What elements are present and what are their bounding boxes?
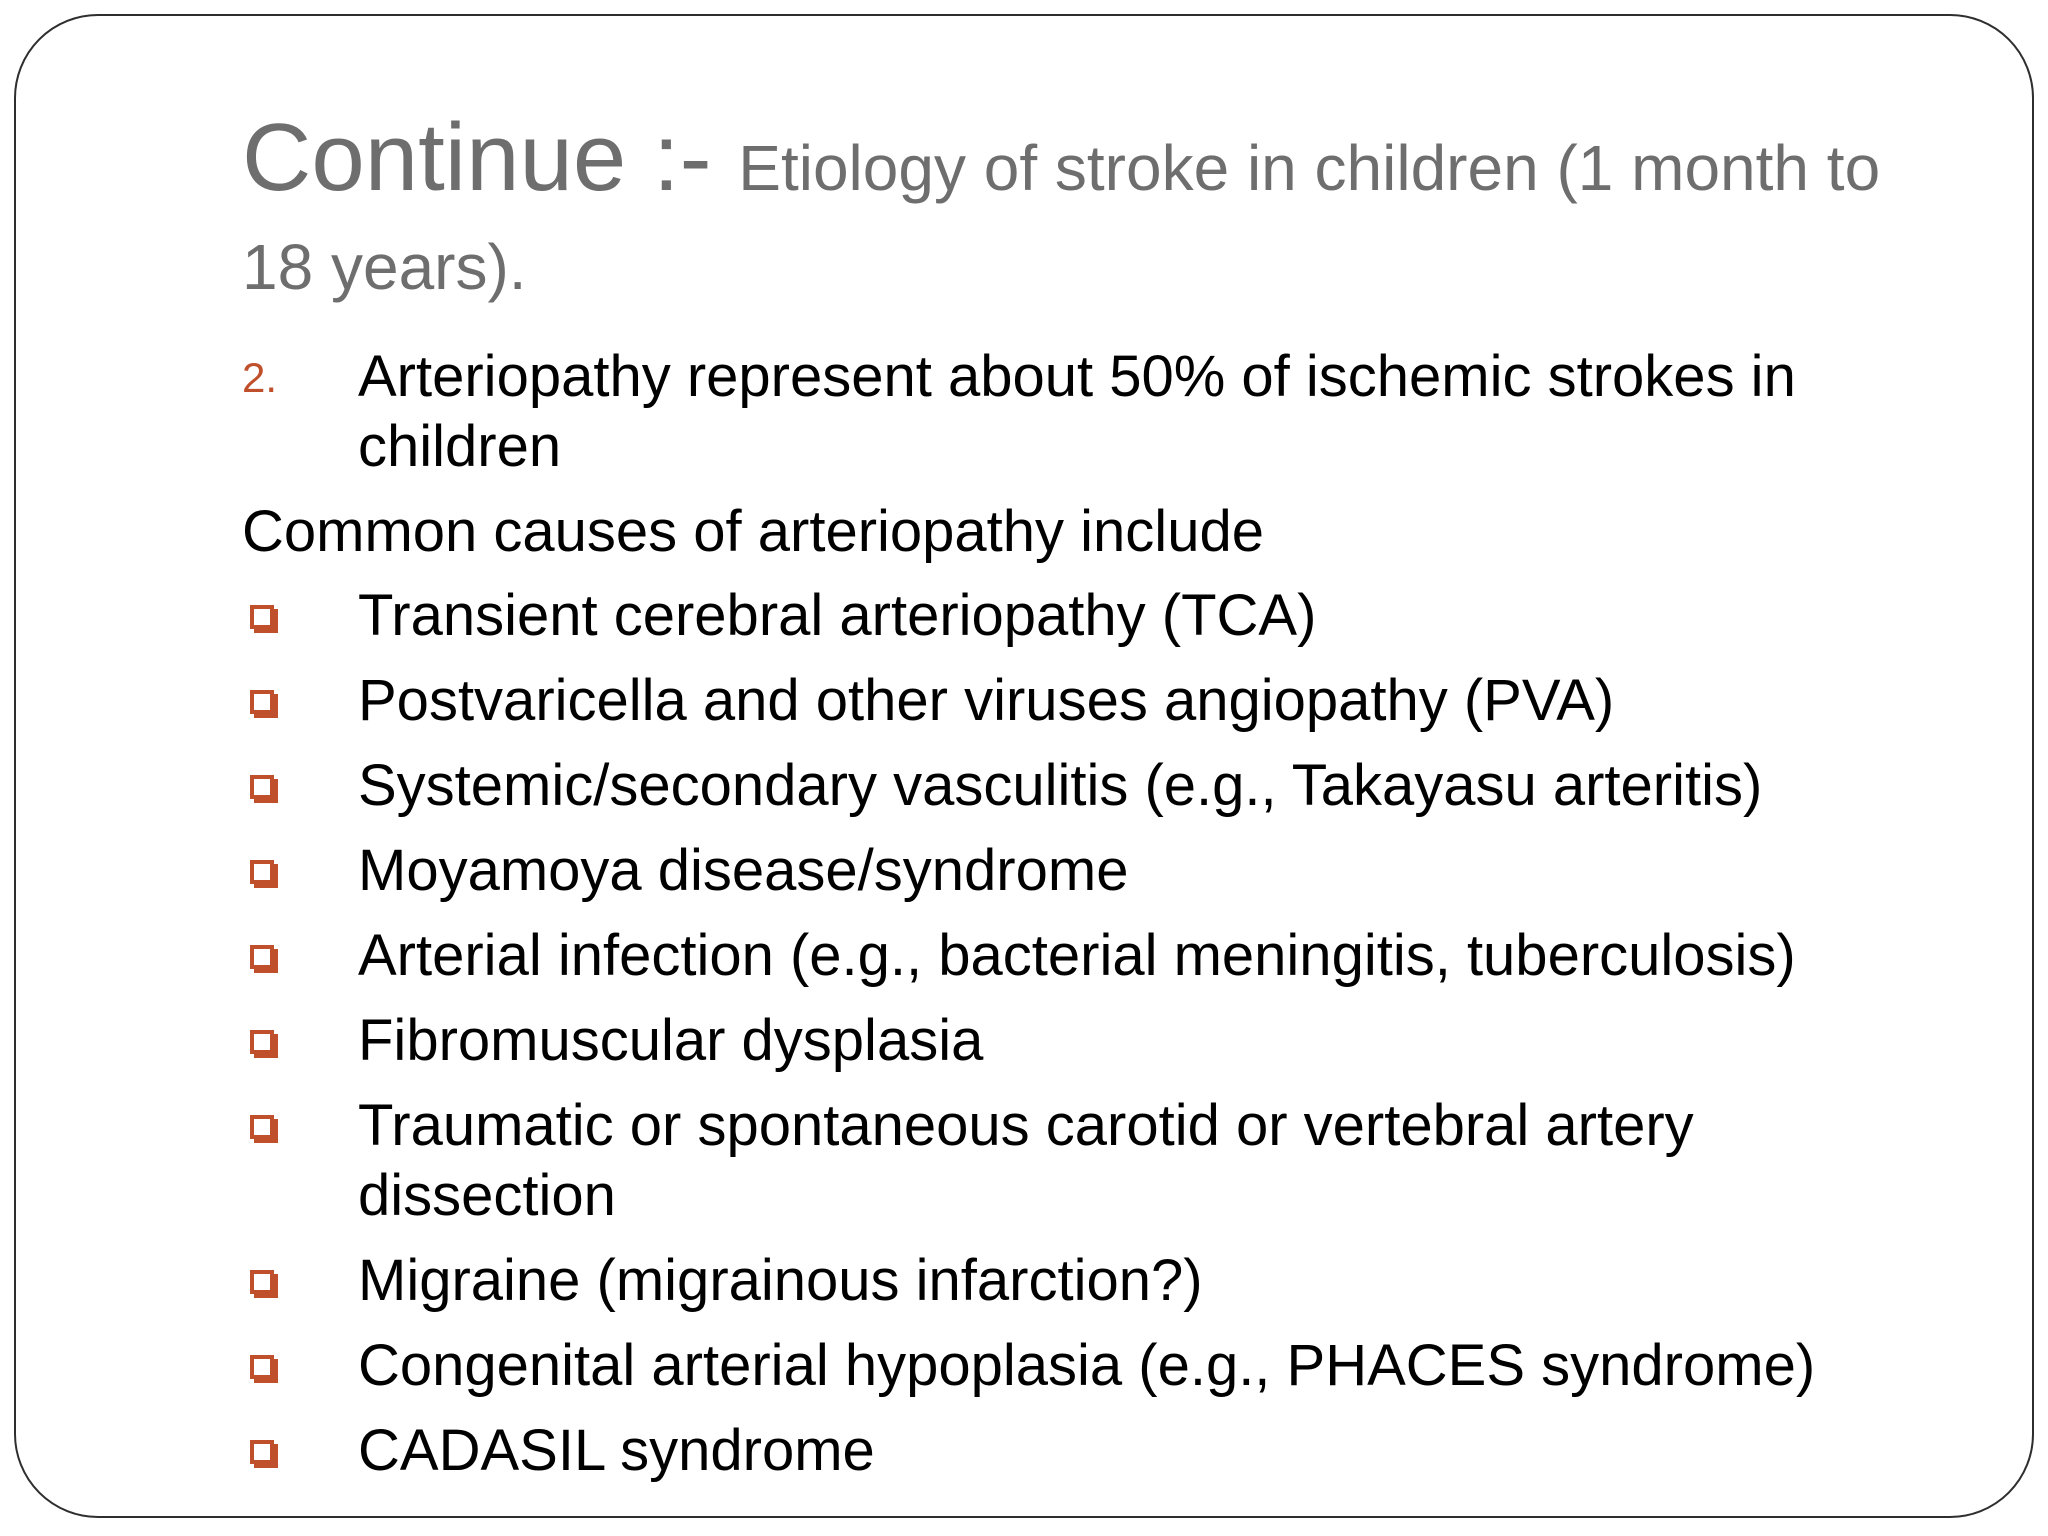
item-number: 2. — [242, 354, 278, 401]
title-rest: Etiology of stroke in children (1 month to 18 years). — [242, 132, 1881, 303]
list-item — [242, 1416, 1962, 1486]
hollow-square-bullet-icon — [250, 605, 274, 629]
list-item — [242, 1246, 1962, 1316]
hollow-square-bullet-icon — [250, 1355, 274, 1379]
list-item-text: Transient cerebral arteriopathy (TCA) — [358, 583, 1317, 648]
list-item-text: Moyamoya disease/syndrome — [358, 838, 1129, 903]
causes-intro: Common causes of arteriopathy include — [242, 499, 1264, 564]
list-item-text: Postvaricella and other viruses angiopathy (PVA) — [358, 668, 1615, 733]
list-item — [242, 1091, 1962, 1231]
list-item — [242, 666, 1962, 736]
hollow-square-bullet-icon — [250, 1115, 274, 1139]
hollow-square-bullet-icon — [250, 945, 274, 969]
numbered-item-text: Arteriopathy represent about 50% of ischemic strokes in children — [358, 344, 1796, 479]
hollow-square-bullet-icon — [250, 1270, 274, 1294]
hollow-square-bullet-icon — [250, 775, 274, 799]
list-item — [242, 581, 1962, 651]
list-item — [242, 921, 1962, 991]
numbered-item — [242, 342, 1962, 482]
hollow-square-bullet-icon — [250, 1440, 274, 1464]
list-item-text: Congenital arterial hypoplasia (e.g., PHACES syndrome) — [358, 1333, 1816, 1398]
list-item — [242, 836, 1962, 906]
list-item-text: Arterial infection (e.g., bacterial meningitis, tuberculosis) — [358, 923, 1796, 988]
list-item — [242, 1006, 1962, 1076]
list-item-text: CADASIL syndrome — [358, 1418, 875, 1483]
list-item — [242, 751, 1962, 821]
list-item-text: Systemic/secondary vasculitis (e.g., Takayasu arteritis) — [358, 753, 1763, 818]
slide-frame — [14, 14, 2034, 1518]
list-item — [242, 1331, 1962, 1401]
list-item-text: Traumatic or spontaneous carotid or vertebral artery dissection — [358, 1093, 1694, 1228]
list-item-text: Fibromuscular dysplasia — [358, 1008, 984, 1073]
hollow-square-bullet-icon — [250, 1030, 274, 1054]
slide-title — [242, 104, 1962, 322]
slide-body — [242, 342, 1962, 1501]
hollow-square-bullet-icon — [250, 860, 274, 884]
title-prefix: Continue :- — [242, 104, 739, 211]
hollow-square-bullet-icon — [250, 690, 274, 714]
list-item-text: Migraine (migrainous infarction?) — [358, 1248, 1203, 1313]
